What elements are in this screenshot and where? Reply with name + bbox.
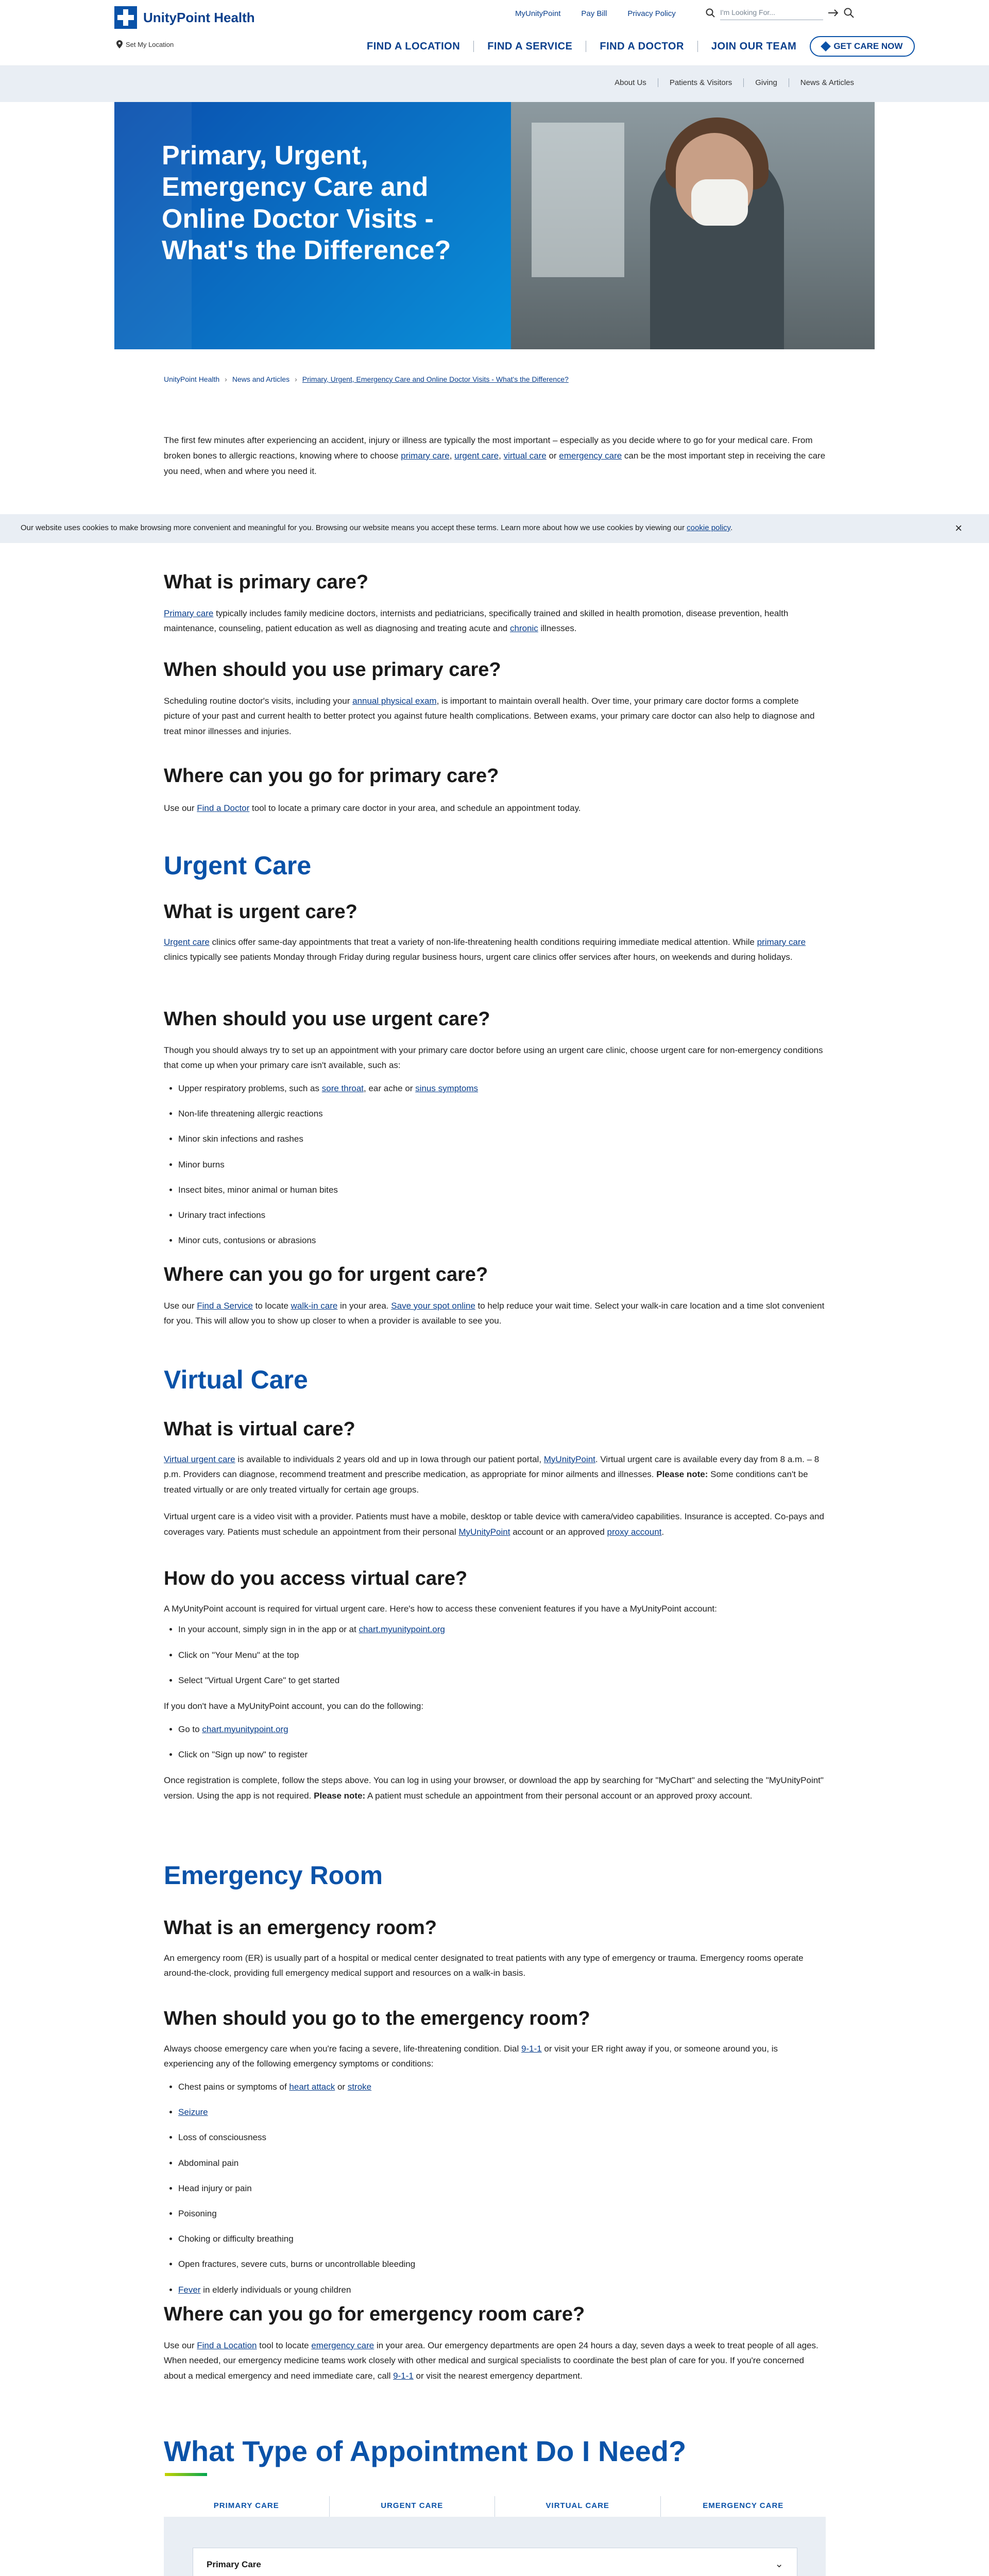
virtual-what-section <box>164 1418 826 1539</box>
tab-panel <box>164 2517 826 2576</box>
get-care-now-label: GET CARE NOW <box>833 41 903 51</box>
logo[interactable] <box>114 6 255 29</box>
emergency-when-text: Always choose emergency care when you're facing a severe, life-threatening condition. Dial 9-1-1 or visit your ER right away if you, or someone around you, is experiencing any of the following emergency symptoms or conditions: <box>164 2043 778 2069</box>
link-myunitypoint[interactable]: MyUnityPoint <box>458 1527 510 1537</box>
urgent-what-text: Urgent care clinics offer same-day appointments that treat a variety of non-life-threatening health conditions requiring immediate medical attention. While primary care clinics typically see patients Monday through Friday during regular business hours, urgent care clinics offer services after hours, on weekends and during holidays. <box>164 937 806 962</box>
accordion-label: Primary Care <box>207 2560 261 2569</box>
appointment-heading: What Type of Appointment Do I Need? <box>164 2435 687 2467</box>
section-heading: Where can you go for urgent care? <box>164 1264 488 1285</box>
link-chart-myunitypoint[interactable]: chart.myunitypoint.org <box>202 1724 288 1734</box>
intro-section <box>164 433 826 479</box>
urgent-category <box>164 850 826 881</box>
secondary-nav <box>0 66 989 102</box>
hero-image <box>511 102 875 349</box>
heading-accent-bar <box>165 2473 207 2476</box>
section-heading: How do you access virtual care? <box>164 1568 468 1589</box>
section-heading: What is urgent care? <box>164 901 357 923</box>
logo-text: UnityPoint Health <box>143 9 255 25</box>
utility-link-pay-bill[interactable]: Pay Bill <box>581 9 607 18</box>
virtual-access-text: A MyUnityPoint account is required for virtual urgent care. Here's how to access these convenient features if you have a MyUnityPoint account: <box>164 1603 717 1614</box>
list-item: • Select "Virtual Urgent Care" to get started <box>178 1673 826 1687</box>
link-sore-throat[interactable]: sore throat <box>321 1083 364 1094</box>
primary-where-text: Use our Find a Doctor tool to locate a primary care doctor in your area, and schedule an appointment today. <box>164 803 581 813</box>
nav-find-service[interactable]: FIND A SERVICE <box>487 40 573 52</box>
subnav-patients[interactable]: Patients & Visitors <box>658 78 743 87</box>
breadcrumb: UnityPoint Health › News and Articles › Primary, Urgent, Emergency Care and Online Doctor Visits - What's the Difference? <box>164 375 569 383</box>
subnav-giving[interactable]: Giving <box>743 78 789 87</box>
link-911[interactable]: 9-1-1 <box>521 2043 542 2054</box>
heart-icon <box>821 41 831 52</box>
link-emergency-care[interactable]: emergency care <box>559 450 622 461</box>
chevron-down-icon: ⌄ <box>775 2558 783 2570</box>
section-heading: What is primary care? <box>164 571 369 593</box>
set-location-label: Set My Location <box>126 40 174 48</box>
emergency-where-section <box>164 2303 826 2384</box>
arrow-right-icon[interactable] <box>828 9 839 16</box>
nav-join-team[interactable]: JOIN OUR TEAM <box>711 40 797 52</box>
link-walk-in-care[interactable]: walk-in care <box>291 1300 338 1311</box>
set-location[interactable] <box>116 40 174 48</box>
section-heading: When should you go to the emergency room? <box>164 2008 590 2029</box>
list-item: • Urinary tract infections <box>178 1208 826 1222</box>
link-annual-physical[interactable]: annual physical exam <box>352 696 437 706</box>
list-item: • In your account, simply sign in in the app or at chart.myunitypoint.org <box>178 1622 826 1636</box>
link-heart-attack[interactable]: heart attack <box>289 2082 335 2092</box>
close-icon[interactable]: × <box>954 521 962 535</box>
urgent-what-section <box>164 901 826 965</box>
utility-links <box>515 9 676 18</box>
registration-text: Once registration is complete, follow the steps above. You can log in using your browser, or download the app by searching for "MyChart" and selecting the "MyUnityPoint" version. Using the app is not required. Please note: A patient must schedule an appointment from their personal account or an approved proxy account. <box>164 1775 824 1801</box>
list-item: • Minor cuts, contusions or abrasions <box>178 1233 826 1247</box>
list-item: • Open fractures, severe cuts, burns or uncontrollable bleeding <box>178 2257 826 2271</box>
no-account-text: If you don't have a MyUnityPoint account, you can do the following: <box>164 1701 424 1711</box>
link-chart-myunitypoint[interactable]: chart.myunitypoint.org <box>359 1624 445 1635</box>
emergency-when-section <box>164 2007 826 2308</box>
list-item: • Insect bites, minor animal or human bites <box>178 1183 826 1197</box>
list-item: • Upper respiratory problems, such as sore throat, ear ache or sinus symptoms <box>178 1081 826 1095</box>
emergency-where-text: Use our Find a Location tool to locate emergency care in your area. Our emergency departments are open 24 hours a day, seven days a week to treat people of all ages. When needed, our emergency medicine teams work closely with other medical and surgical specialists to coordinate the best plan of care for you. If you're concerned about a medical emergency and need immediate care, call 9-1-1 or visit the nearest emergency department. <box>164 2340 819 2381</box>
section-heading: When should you use primary care? <box>164 659 501 681</box>
urgent-where-section <box>164 1263 826 1329</box>
category-heading: Emergency Room <box>164 1861 383 1890</box>
hero-banner <box>114 102 875 349</box>
list-item: • Loss of consciousness <box>178 2130 826 2144</box>
search-icon <box>706 8 715 18</box>
nav-find-doctor[interactable]: FIND A DOCTOR <box>600 40 684 52</box>
page-title: Primary, Urgent, Emergency Care and Online Doctor Visits - What's the Difference? <box>162 141 451 266</box>
category-heading: Virtual Care <box>164 1365 308 1394</box>
primary-where-section <box>164 765 826 816</box>
link-virtual-care[interactable]: virtual care <box>503 450 547 461</box>
list-item: • Poisoning <box>178 2207 826 2221</box>
list-item: • Non-life threatening allergic reactions <box>178 1107 826 1121</box>
virtual-what-text: Virtual urgent care is available to individuals 2 years old and up in Iowa through our patient portal, MyUnityPoint. Virtual urgent care is available every day from 8 a.m. – 8 p.m. Providers can diagnose, recommend treatment and prescribe medication, as appropriate for minor ailments and illnesses. Please note: Some conditions can't be treated virtually or are only treated virtually for certain age groups. <box>164 1454 820 1495</box>
link-primary-care[interactable]: primary care <box>401 450 450 461</box>
link-proxy-account[interactable]: proxy account <box>607 1527 662 1537</box>
list-item: • Choking or difficulty breathing <box>178 2232 826 2246</box>
link-find-service[interactable]: Find a Service <box>197 1300 253 1311</box>
urgent-where-text: Use our Find a Service to locate walk-in care in your area. Save your spot online to help reduce your wait time. Select your walk-in care location and a time slot convenient for you. This will allow you to show up closer to when a provider is available to see you. <box>164 1300 825 1326</box>
logo-cross-icon <box>114 6 137 29</box>
site-header <box>0 0 989 66</box>
link-primary-care[interactable]: primary care <box>757 937 806 947</box>
link-fever[interactable]: Fever <box>178 2284 201 2295</box>
link-urgent-care[interactable]: Urgent care <box>164 937 210 947</box>
hero-title-panel <box>114 102 511 349</box>
link-sinus-symptoms[interactable]: sinus symptoms <box>415 1083 479 1094</box>
cookie-text: Our website uses cookies to make browsing more convenient and meaningful for you. Browsing our website means you accept these terms. Learn more about how we use cookies by viewing our cookie policy. <box>21 523 733 532</box>
urgent-when-text: Though you should always try to set up an appointment with your primary care doctor before using an urgent care clinic, choose urgent care for non-emergency conditions that come up when your primary care isn't available, such as: <box>164 1045 823 1071</box>
map-pin-icon <box>116 40 123 48</box>
list-item: • Minor burns <box>178 1158 826 1172</box>
primary-what-text: Primary care typically includes family medicine doctors, internists and pediatricians, specifically trained and skilled in health promotion, disease prevention, health maintenance, counseling, patient education as well as diagnosing and treating acute and chronic illnesses. <box>164 608 789 634</box>
list-item: • Head injury or pain <box>178 2181 826 2195</box>
tab-emergency-care[interactable]: EMERGENCY CARE <box>703 2501 784 2510</box>
cookie-banner <box>0 514 989 543</box>
link-chronic[interactable]: chronic <box>509 623 538 634</box>
tab-urgent-care[interactable]: URGENT CARE <box>330 2496 496 2517</box>
urgent-conditions-list <box>164 1081 826 1247</box>
section-heading: When should you use urgent care? <box>164 1008 490 1030</box>
link-find-location[interactable]: Find a Location <box>197 2340 257 2350</box>
emergency-what-section <box>164 1917 826 1981</box>
emergency-symptoms-list <box>164 2080 826 2297</box>
link-urgent-care[interactable]: urgent care <box>454 450 499 461</box>
cookie-policy-link[interactable]: cookie policy <box>687 523 730 532</box>
virtual-category <box>164 1364 826 1395</box>
list-item: • Click on "Your Menu" at the top <box>178 1648 826 1662</box>
link-find-doctor[interactable]: Find a Doctor <box>197 803 250 813</box>
link-myunitypoint[interactable]: MyUnityPoint <box>543 1454 595 1464</box>
link-primary-care[interactable]: Primary care <box>164 608 214 618</box>
list-item: • Click on "Sign up now" to register <box>178 1748 826 1761</box>
urgent-when-section <box>164 1008 826 1259</box>
search-area <box>706 5 854 20</box>
subnav-about[interactable]: About Us <box>615 78 646 87</box>
breadcrumb-current[interactable]: Primary, Urgent, Emergency Care and Online Doctor Visits - What's the Difference? <box>302 375 569 383</box>
nav-divider <box>473 41 474 52</box>
breadcrumb-news[interactable]: News and Articles <box>232 375 290 383</box>
tab-virtual-care[interactable]: VIRTUAL CARE <box>495 2496 661 2517</box>
section-heading: Where can you go for emergency room care? <box>164 2303 585 2325</box>
search-submit-icon[interactable] <box>844 8 854 18</box>
access-steps-list <box>164 1622 826 1687</box>
section-heading: Where can you go for primary care? <box>164 765 499 787</box>
list-item: • Minor skin infections and rashes <box>178 1132 826 1146</box>
virtual-video-text: Virtual urgent care is a video visit with a provider. Patients must have a mobile, desktop or table device with camera/video capabilities. Insurance is accepted. Co-pays and coverages vary. Patients must schedule an appointment from their personal MyUnityPoint account or an approved proxy account. <box>164 1511 824 1537</box>
tab-primary-care[interactable]: PRIMARY CARE <box>164 2496 330 2517</box>
emergency-category <box>164 1860 826 1891</box>
primary-when-section <box>164 658 826 739</box>
utility-link-myunitypoint[interactable]: MyUnityPoint <box>515 9 561 18</box>
get-care-now-button[interactable] <box>810 36 915 57</box>
category-heading: Urgent Care <box>164 851 312 880</box>
link-virtual-urgent-care[interactable]: Virtual urgent care <box>164 1454 235 1464</box>
primary-what-section <box>164 571 826 636</box>
link-emergency-care[interactable]: emergency care <box>311 2340 374 2350</box>
search-input[interactable]: I'm Looking For... <box>720 5 823 20</box>
list-item <box>178 2105 826 2119</box>
list-item: • Go to chart.myunitypoint.org <box>178 1722 826 1736</box>
nav-divider <box>697 41 698 52</box>
list-item: • Chest pains or symptoms of heart attack or stroke <box>178 2080 826 2094</box>
section-heading: What is an emergency room? <box>164 1917 437 1939</box>
nav-find-location[interactable]: FIND A LOCATION <box>367 40 461 52</box>
link-stroke[interactable]: stroke <box>347 2082 372 2092</box>
list-item: • Abdominal pain <box>178 2156 826 2170</box>
emergency-what-text: An emergency room (ER) is usually part of a hospital or medical center designated to treat patients with any type of emergency or trauma. Emergency rooms operate around-the-clock, providing full emergency medical support and resources on a walk-in basis. <box>164 1953 804 1978</box>
intro-paragraph: The first few minutes after experiencing an accident, injury or illness are typically the most important – especially as you decide where to go for your medical care. From broken bones to allergic reactions, knowing where to choose primary care, urgent care, virtual care or emergency care can be the most important step in receiving the care you need, when and where you need it. <box>164 435 826 476</box>
utility-link-privacy[interactable]: Privacy Policy <box>627 9 676 18</box>
subnav-news[interactable]: News & Articles <box>789 78 865 87</box>
section-heading: What is virtual care? <box>164 1418 355 1440</box>
accordion-primary-care[interactable] <box>193 2548 797 2576</box>
main-nav <box>367 36 915 57</box>
link-911[interactable]: 9-1-1 <box>393 2371 414 2381</box>
virtual-access-section <box>164 1567 826 1804</box>
appointment-tabs <box>164 2496 826 2517</box>
breadcrumb-home[interactable]: UnityPoint Health <box>164 375 220 383</box>
link-seizure[interactable]: Seizure <box>178 2107 208 2117</box>
register-steps-list <box>164 1722 826 1761</box>
primary-when-text: Scheduling routine doctor's visits, including your annual physical exam, is important to maintain overall health. Over time, your primary care doctor forms a complete picture of your past and current health to better protect you against future health complications. Between exams, your primary care doctor can also help to diagnose and treat minor illnesses and injuries. <box>164 696 815 737</box>
list-item: • Fever in elderly individuals or young children <box>178 2283 826 2297</box>
link-save-spot[interactable]: Save your spot online <box>391 1300 475 1311</box>
